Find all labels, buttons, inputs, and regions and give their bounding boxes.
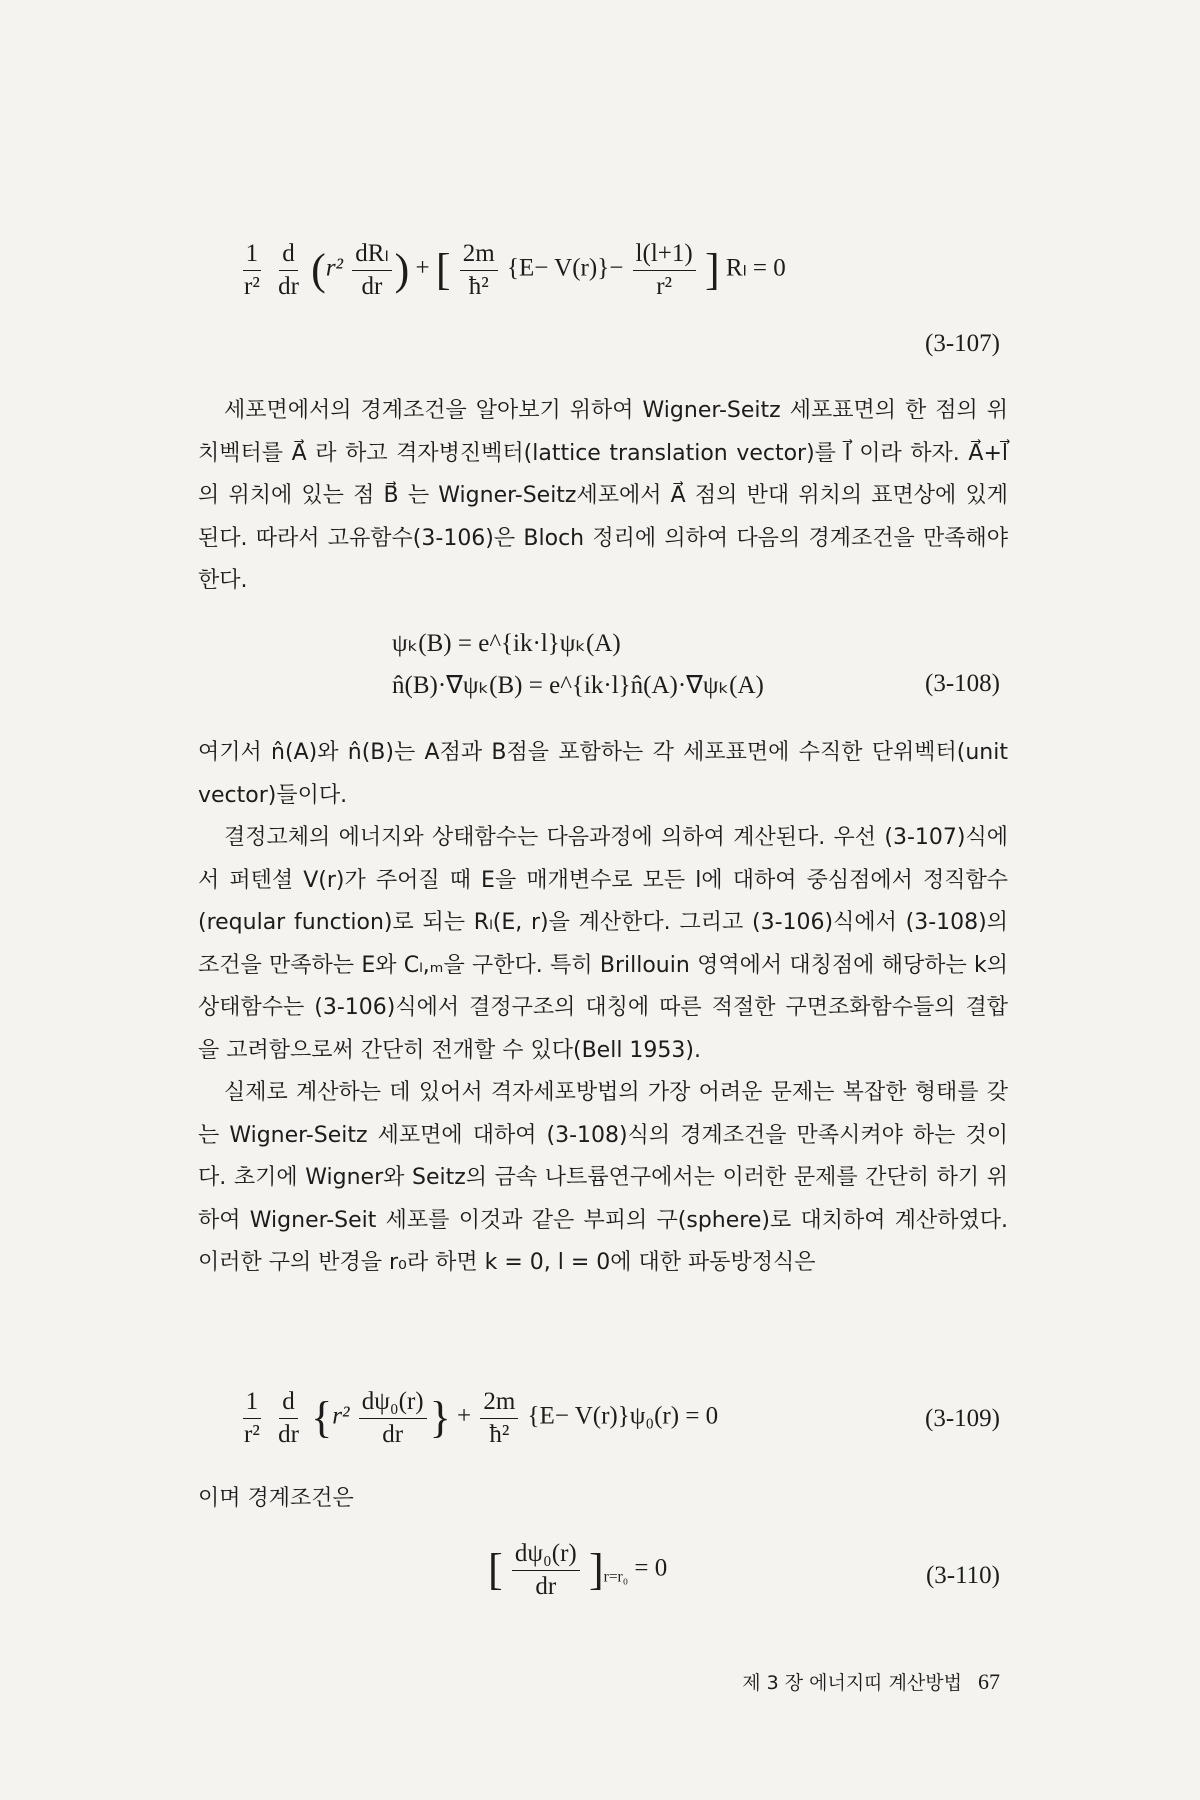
eq107-r2-inner: r²: [325, 254, 344, 282]
equation-number-3-110: (3-110): [925, 1562, 1000, 1589]
eq110-tail: = 0: [634, 1554, 668, 1582]
eq110-subscript: r=r₀: [603, 1568, 629, 1586]
eq109-den-dr: dr: [278, 1420, 299, 1448]
eq110-num-dpsi: dψ₀(r): [512, 1540, 580, 1571]
equation-number-3-108: (3-108): [925, 670, 1000, 697]
eq109-r2-inner: r²: [332, 1402, 350, 1430]
eq107-num-dRl: dRₗ: [352, 240, 391, 271]
eq109-num-2m: 2m: [480, 1388, 518, 1419]
eq107-num-1: 1: [243, 240, 262, 271]
footer-chapter-title: 제 3 장 에너지띠 계산방법: [742, 1672, 962, 1694]
paragraph-5: 이며 경계조건은: [198, 1486, 354, 1511]
eq109-num-dpsi: dψ₀(r): [359, 1388, 427, 1419]
equation-3-110: [ $\frac{\text{dψ₀(r)}}{dr}$ ]$_{r=r_0} = 0$: [488, 1540, 668, 1600]
paragraph-1: 세포면에서의 경계조건을 알아보기 위하여 Wigner-Seitz 세포표면의 한 점의 위치벡터를 A⃗ 라 하고 격자병진벡터(lattice translation vector)를 l⃗ 이라 하자. A⃗+l⃗ 의 위치에 있는 점 B⃗ 는 Wigner-Seitz세포에서 A⃗ 점의 반대 위치의 표면상에 있게 된다. 따라서 고유함수(3-106)은 Bloch 정리에 의하여 다음의 경계조건을 만족해야 한다.: [198, 398, 1008, 593]
page-number: 67: [978, 1669, 1000, 1694]
eq109-num-d: d: [279, 1388, 298, 1419]
page-footer: [742, 1668, 1000, 1695]
eq107-num-2m: 2m: [460, 240, 498, 271]
eq107-den-hbar2: ħ²: [468, 272, 489, 300]
equation-number-3-109: (3-109): [925, 1405, 1000, 1432]
eq109-den-hbar2: ħ²: [489, 1420, 510, 1448]
equation-number-3-107: (3-107): [925, 330, 1000, 357]
eq109-num-1: 1: [243, 1388, 262, 1419]
eq107-den-r2b: r²: [656, 272, 673, 300]
eq107-num-l: l(l+1): [633, 240, 696, 271]
eq107-den-r2: r²: [244, 272, 260, 300]
eq107-num-d: d: [279, 240, 298, 271]
eq107-bracket-mid: {E− V(r)}−: [507, 254, 624, 282]
paragraph-3: 결정고체의 에너지와 상태함수는 다음과정에 의하여 계산된다. 우선 (3-107)식에서 퍼텐셜 V(r)가 주어질 때 E을 매개변수로 모든 l에 대하여 중심점에서 정직함수(reqular function)로 되는 Rₗ(E, r)을 계산한다. 그리고 (3-106)식에서 (3-108)의 조건을 만족하는 E와 Cₗ,ₘ을 구한다. 특히 Brillouin 영역에서 대칭점에 해당하는 k의 상태함수는 (3-106)식에서 결정구조의 대칭에 따른 적절한 구면조화함수들의 결합을 고려함으로써 간단히 전개할 수 있다(Bell 1953).: [198, 825, 1008, 1063]
eq109-tail: {E− V(r)}ψ₀(r) = 0: [527, 1402, 719, 1430]
equation-3-109: $\frac{1}{\text{r²}}$ $\frac{d}{dr}$ {r² $\frac{\text{dψ₀(r)}}{dr}$ } + $\frac{2m}{\text{ħ²}}$ {E− V(r)}ψ₀(r) = 0: [238, 1388, 718, 1448]
equation-3-108-line-1: ψₖ(B) = e^{ik·l}ψₖ(A): [392, 630, 621, 657]
paragraph-boundary-intro: [198, 1478, 1008, 1521]
eq107-tail: Rₗ = 0: [725, 254, 786, 282]
eq107-den-dr: dr: [278, 272, 299, 300]
equation-3-108-line-2: n̂(B)·∇ψₖ(B) = e^{ik·l}n̂(A)·∇ψₖ(A): [392, 672, 764, 699]
paragraph-boundary-conditions: [198, 390, 1008, 603]
eq110-den-dr: dr: [535, 1572, 557, 1600]
eq109-plus: +: [456, 1402, 472, 1430]
eq107-den-dr2: dr: [361, 272, 383, 300]
main-text-block: [198, 732, 1008, 1285]
eq109-den-dr2: dr: [382, 1420, 404, 1448]
eq109-den-r2: r²: [244, 1420, 260, 1448]
paragraph-2: 여기서 n̂(A)와 n̂(B)는 A점과 B점을 포함하는 각 세포표면에 수직한 단위벡터(unit vector)들이다.: [198, 740, 1008, 808]
equation-3-107: $\frac{1}{\text{r²}}$ $\frac{d}{dr}$ (r² $\frac{\text{dRₗ}}{dr}$ ) + [ $\frac{2m}{\text{ħ²}}$ {E− V(r)}− $\frac{l(l+1)}{\text{r²}}$ ] Rₗ = 0: [238, 240, 786, 300]
eq107-plus: +: [415, 254, 430, 282]
paragraph-4: 실제로 계산하는 데 있어서 격자세포방법의 가장 어려운 문제는 복잡한 형태를 갖는 Wigner-Seitz 세포면에 대하여 (3-108)식의 경계조건을 만족시켜야 하는 것이다. 초기에 Wigner와 Seitz의 금속 나트륨연구에서는 이러한 문제를 간단히 하기 위하여 Wigner-Seit 세포를 이것과 같은 부피의 구(sphere)로 대치하여 계산하였다. 이러한 구의 반경을 r₀라 하면 k = 0, l = 0에 대한 파동방정식은: [198, 1080, 1008, 1275]
